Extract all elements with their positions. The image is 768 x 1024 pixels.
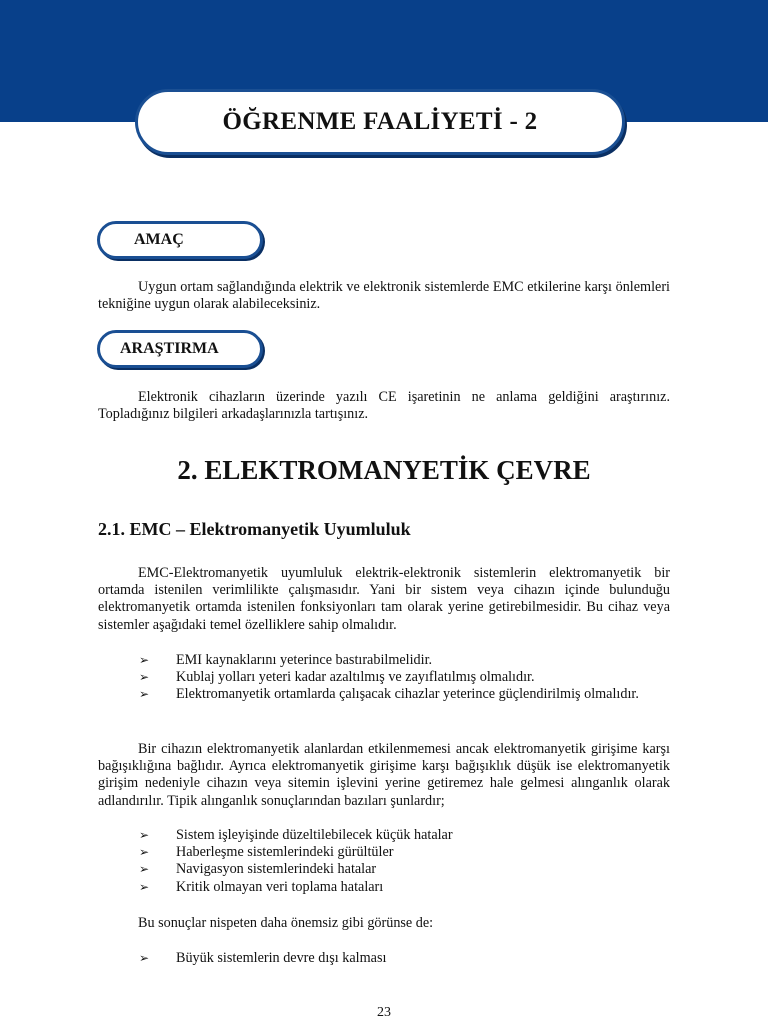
arrow-bullet-icon: ➢: [139, 879, 150, 894]
major-consequences-list: [98, 950, 670, 967]
arrow-bullet-icon: ➢: [139, 951, 150, 965]
susceptibility-paragraph: Bir cihazın elektromanyetik alanlardan etkilenmemesi ancak elektromanyetik girişime karşı bağışıklığına bağlıdır. Ayrıca elektromanyetik girişime karşı bağışıklık düşük ise elektromanyetik girişim nedeniyle cihazın veya sitemin işlevini yerine getiremez hale gelmesi alınganlık olarak adlandırılır. Tipik alınganlık sonuçlarından bazıları şunlardır;: [98, 741, 670, 809]
list-item: ➢ Elektromanyetik ortamlarda çalışacak cihazlar yeterince güçlendirilmiş olmalıdır.: [139, 686, 639, 703]
list-item: ➢ Haberleşme sistemlerindeki gürültüler: [139, 844, 394, 861]
arastirma-paragraph: Elektronik cihazların üzerinde yazılı CE işaretinin ne anlama geldiğini araştırınız. Topladığınız bilgileri arkadaşlarınızla tartışınız.: [98, 389, 670, 423]
arastirma-label-box: [97, 330, 263, 368]
arrow-bullet-icon: ➢: [139, 862, 150, 877]
arrow-bullet-icon: ➢: [139, 653, 150, 667]
amac-label-box: [97, 221, 263, 259]
list-item: ➢ Kublaj yolları yeteri kadar azaltılmış ve zayıflatılmış olmalıdır.: [139, 669, 535, 686]
list-item: ➢ Büyük sistemlerin devre dışı kalması: [139, 950, 387, 966]
arrow-bullet-icon: ➢: [139, 670, 150, 685]
page-number: 23: [377, 1005, 391, 1020]
subsection-title: 2.1. EMC – Elektromanyetik Uyumluluk: [98, 519, 411, 539]
amac-label: AMAÇ: [134, 231, 184, 248]
arrow-bullet-icon: ➢: [139, 687, 150, 702]
list-item: ➢ Sistem işleyişinde düzeltilebilecek küçük hatalar: [139, 827, 453, 843]
arrow-bullet-icon: ➢: [139, 828, 150, 842]
arrow-bullet-icon: ➢: [139, 845, 150, 860]
amac-paragraph: Uygun ortam sağlandığında elektrik ve elektronik sistemlerde EMC etkilerine karşı önlemleri tekniğine uygun olarak alabileceksiniz.: [98, 279, 670, 313]
emc-requirements-list: [98, 652, 670, 704]
section-title: 2. ELEKTROMANYETİK ÇEVRE: [177, 455, 591, 485]
consequence-paragraph: Bu sonuçlar nispeten daha önemsiz gibi görünse de:: [138, 915, 434, 931]
list-item: ➢ Kritik olmayan veri toplama hataları: [139, 878, 384, 895]
arastirma-label: ARAŞTIRMA: [120, 340, 219, 357]
activity-title: ÖĞRENME FAALİYETİ - 2: [222, 108, 538, 135]
activity-title-box: [135, 89, 625, 155]
emc-paragraph: EMC-Elektromanyetik uyumluluk elektrik-elektronik sistemlerin elektromanyetik bir ortamda istenilen verimlilikte çalışmasıdır. Yani bir sistem veya cihazın içinde bulunduğu elektromanyetik ortamda istenilen fonksiyonları tam olarak yerine getirebilmesidir. Bu cihaz veya sistemler aşağıdaki temel özelliklere sahip olmalıdır.: [98, 565, 670, 633]
susceptibility-results-list: [98, 827, 670, 896]
list-item: ➢ Navigasyon sistemlerindeki hatalar: [139, 861, 377, 878]
list-item: ➢ EMI kaynaklarını yeterince bastırabilmelidir.: [139, 652, 433, 668]
